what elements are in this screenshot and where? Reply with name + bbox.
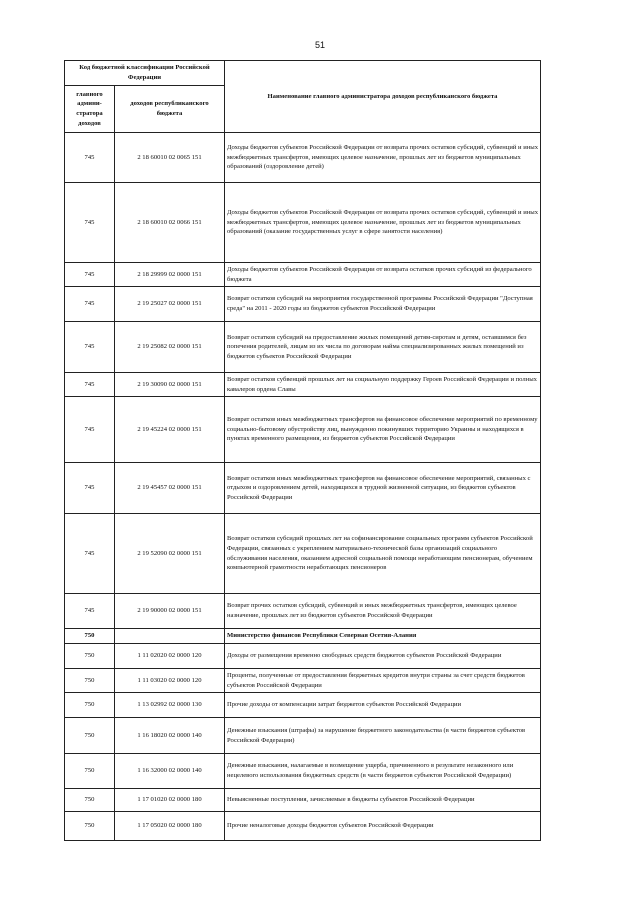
admin-code-cell: 750	[65, 644, 115, 669]
table-row	[65, 644, 541, 669]
income-name-cell: Невыясненные поступления, зачисляемые в бюджеты субъектов Российской Федерации	[225, 789, 541, 812]
table-row	[65, 133, 541, 183]
income-name-cell: Возврат остатков субсидий на предоставление жилых помещений детям-сиротам и детям, оставшимся без попечения родителей, лицам из их числа по договорам найма специализированных жилых помещений из бюджетов субъектов Российской Федерации	[225, 322, 541, 373]
admin-code-cell: 745	[65, 594, 115, 629]
income-name-cell: Возврат прочих остатков субсидий, субвенций и иных межбюджетных трансфертов, имеющих целевое назначение, прошлых лет из бюджетов субъектов Российской Федерации	[225, 594, 541, 629]
admin-code-cell: 745	[65, 397, 115, 463]
income-code-cell: 2 19 45224 02 0000 151	[115, 397, 225, 463]
income-name-cell: Прочие неналоговые доходы бюджетов субъектов Российской Федерации	[225, 812, 541, 841]
admin-code-cell: 750	[65, 812, 115, 841]
header-name-column: Наименование главного администратора доходов республиканского бюджета	[225, 61, 541, 133]
income-code-cell: 2 19 52090 02 0000 151	[115, 514, 225, 594]
income-code-cell: 2 18 60010 02 0066 151	[115, 183, 225, 263]
income-name-cell: Доходы бюджетов субъектов Российской Федерации от возврата остатков прочих субсидий из федерального бюджета	[225, 263, 541, 287]
table-row	[65, 718, 541, 754]
table-row	[65, 463, 541, 514]
table-row	[65, 629, 541, 644]
admin-code-cell: 745	[65, 463, 115, 514]
income-code-cell: 2 18 29999 02 0000 151	[115, 263, 225, 287]
table-row	[65, 693, 541, 718]
income-name-cell: Денежные взыскания, налагаемые в возмещение ущерба, причиненного в результате незаконного или нецелевого использования бюджетных средств (в части бюджетов субъектов Российской Федерации)	[225, 754, 541, 789]
income-code-cell: 1 16 18020 02 0000 140	[115, 718, 225, 754]
income-name-cell: Проценты, полученные от предоставления бюджетных кредитов внутри страны за счет средств бюджетов субъектов Российской Федерации	[225, 669, 541, 693]
income-code-cell: 2 19 90000 02 0000 151	[115, 594, 225, 629]
income-code-cell: 1 11 03020 02 0000 120	[115, 669, 225, 693]
income-code-cell: 2 19 25082 02 0000 151	[115, 322, 225, 373]
header-income-column: доходов республиканского бюджета	[115, 86, 225, 133]
table-row	[65, 514, 541, 594]
admin-code-cell: 750	[65, 669, 115, 693]
income-name-cell: Доходы от размещения временно свободных средств бюджетов субъектов Российской Федерации	[225, 644, 541, 669]
income-code-cell: 2 19 30090 02 0000 151	[115, 373, 225, 397]
admin-code-cell: 745	[65, 373, 115, 397]
admin-code-cell: 745	[65, 322, 115, 373]
income-name-cell: Доходы бюджетов субъектов Российской Федерации от возврата прочих остатков субсидий, субвенций и иных межбюджетных трансфертов, имеющих целевое назначение, прошлых лет из бюджетов муниципальных образований (оказание государственных услуг в сфере занятости населения)	[225, 183, 541, 263]
income-name-cell: Доходы бюджетов субъектов Российской Федерации от возврата прочих остатков субсидий, субвенций и иных межбюджетных трансфертов, имеющих целевое назначение, прошлых лет из бюджетов муниципальных образований (оздоровление детей)	[225, 133, 541, 183]
header-admin-column: главного админи-стратора доходов	[65, 86, 115, 133]
income-code-cell: 1 11 02020 02 0000 120	[115, 644, 225, 669]
admin-code-cell: 745	[65, 183, 115, 263]
header-row-1	[65, 61, 541, 86]
admin-code-cell: 750	[65, 789, 115, 812]
table-row	[65, 594, 541, 629]
admin-code-cell: 750	[65, 718, 115, 754]
income-code-cell: 2 18 60010 02 0065 151	[115, 133, 225, 183]
admin-code-cell: 750	[65, 629, 115, 644]
admin-code-cell: 745	[65, 287, 115, 322]
income-code-cell: 1 16 32000 02 0000 140	[115, 754, 225, 789]
table-row	[65, 322, 541, 373]
income-name-cell: Министерство финансов Республики Северная Осетия-Алания	[225, 629, 541, 644]
income-code-cell	[115, 629, 225, 644]
income-name-cell: Возврат остатков субсидий прошлых лет на софинансирование социальных программ субъектов Российской Федерации, связанных с укреплением материально-технической базы организаций социального обслуживания населения, оказанием адресной социальной помощи неработающим пенсионерам, обучением компьютерной грамотности неработающих пенсионеров	[225, 514, 541, 594]
table-row	[65, 812, 541, 841]
income-code-cell: 2 19 45457 02 0000 151	[115, 463, 225, 514]
header-group-title: Код бюджетной классификации Российской Федерации	[65, 61, 225, 86]
admin-code-cell: 750	[65, 754, 115, 789]
admin-code-cell: 745	[65, 133, 115, 183]
table-row	[65, 789, 541, 812]
income-name-cell: Прочие доходы от компенсации затрат бюджетов субъектов Российской Федерации	[225, 693, 541, 718]
income-name-cell: Денежные взыскания (штрафы) за нарушение бюджетного законодательства (в части бюджетов субъектов Российской Федерации)	[225, 718, 541, 754]
admin-code-cell: 745	[65, 263, 115, 287]
table-row	[65, 754, 541, 789]
page-number: 51	[314, 40, 325, 50]
income-code-cell: 2 19 25027 02 0000 151	[115, 287, 225, 322]
revenue-classification-table	[64, 60, 541, 841]
table-row	[65, 397, 541, 463]
income-name-cell: Возврат остатков иных межбюджетных трансфертов на финансовое обеспечение мероприятий, связанных с отдыхом и оздоровлением детей, находящихся в трудной жизненной ситуации, из бюджетов субъектов Российской Федерации	[225, 463, 541, 514]
admin-code-cell: 750	[65, 693, 115, 718]
income-name-cell: Возврат остатков субсидий на мероприятия государственной программы Российской Федерации "Доступная среда" на 2011 - 2020 годы из бюджетов субъектов Российской Федерации	[225, 287, 541, 322]
table-row	[65, 263, 541, 287]
table-row	[65, 183, 541, 263]
income-name-cell: Возврат остатков иных межбюджетных трансфертов на финансовое обеспечение мероприятий по временному социально-бытовому обустройству лиц, вынужденно покинувших территорию Украины и находящихся в пунктах временного размещения, из бюджетов субъектов Российской Федерации	[225, 397, 541, 463]
table-row	[65, 287, 541, 322]
table-row	[65, 373, 541, 397]
admin-code-cell: 745	[65, 514, 115, 594]
income-code-cell: 1 17 05020 02 0000 180	[115, 812, 225, 841]
income-code-cell: 1 13 02992 02 0000 130	[115, 693, 225, 718]
income-code-cell: 1 17 01020 02 0000 180	[115, 789, 225, 812]
table-row	[65, 669, 541, 693]
table-body	[65, 133, 541, 841]
income-name-cell: Возврат остатков субвенций прошлых лет на социальную поддержку Героев Российской Федерации и полных кавалеров ордена Славы	[225, 373, 541, 397]
